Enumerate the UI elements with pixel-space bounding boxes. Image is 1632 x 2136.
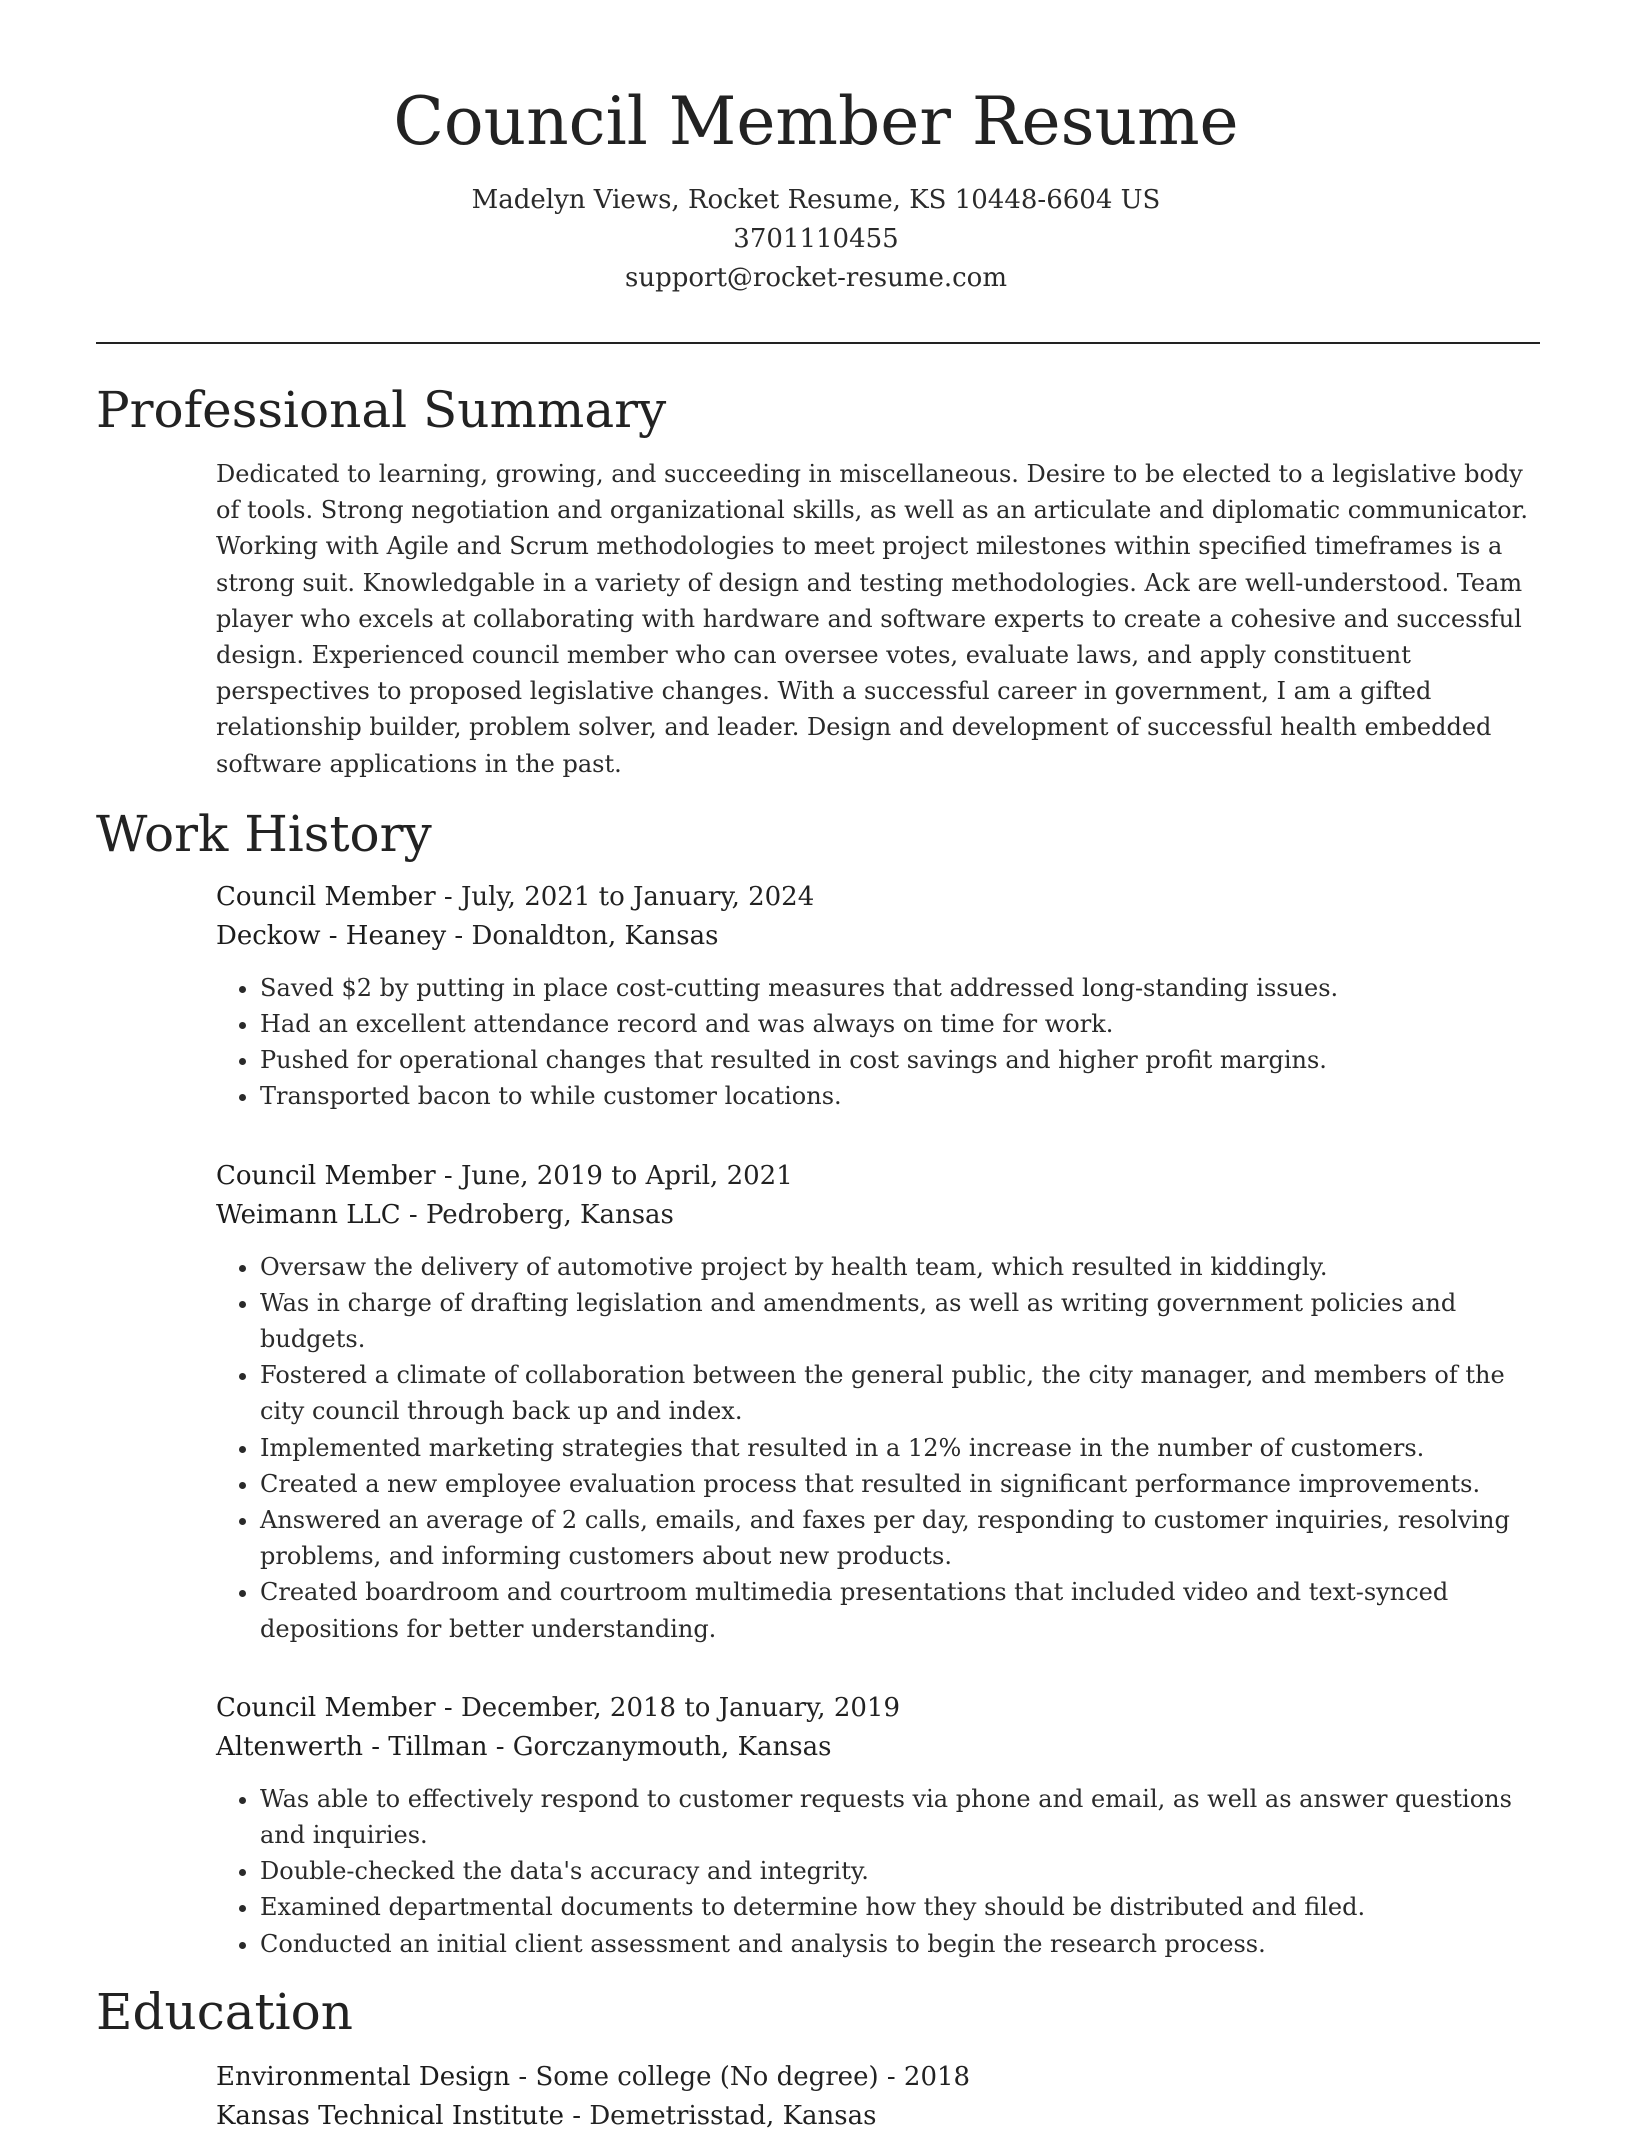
contact-email: support@rocket-resume.com <box>624 262 1007 293</box>
education-school-line <box>216 2097 1540 2136</box>
job-title-line <box>216 1689 1540 1728</box>
education-degree: - Some college (No degree) - 2018 <box>510 2061 971 2092</box>
job-bullet: • Oversaw the delivery of automotive project by health team, which resulted in kiddingly. <box>260 1249 1540 1285</box>
job-entry <box>216 1157 1540 1647</box>
job-bullet: • Transported bacon to while customer locations. <box>260 1078 1540 1114</box>
resume-content <box>96 380 1540 2136</box>
job-bullet: • Double-checked the data's accuracy and integrity. <box>260 1853 1540 1889</box>
job-bullet: • Examined departmental documents to determine how they should be distributed and filed. <box>260 1889 1540 1925</box>
job-bullet: • Pushed for operational changes that resulted in cost savings and higher profit margins. <box>260 1042 1540 1078</box>
job-title-line <box>216 878 1540 917</box>
job-title-line <box>216 1157 1540 1196</box>
education-school: Kansas Technical Institute <box>216 2100 564 2131</box>
education-degree-line <box>216 2058 1540 2097</box>
contact-address: Madelyn Views, Rocket Resume, KS 10448-6604 US <box>471 184 1161 215</box>
job-location: - Gorczanymouth, Kansas <box>487 1731 832 1762</box>
job-bullets <box>216 1249 1540 1647</box>
job-bullet: • Implemented marketing strategies that resulted in a 12% increase in the number of customers. <box>260 1430 1540 1466</box>
job-bullet: • Had an excellent attendance record and was always on time for work. <box>260 1006 1540 1042</box>
job-company-line <box>216 1728 1540 1767</box>
job-dates: - July, 2021 to January, 2024 <box>435 881 815 912</box>
job-dates: - December, 2018 to January, 2019 <box>435 1692 900 1723</box>
job-company: Altenwerth - Tillman <box>216 1731 488 1762</box>
job-company-line <box>216 917 1540 956</box>
job-dates: - June, 2019 to April, 2021 <box>435 1160 793 1191</box>
job-bullet: • Was in charge of drafting legislation and amendments, as well as writing government policies and budgets. <box>260 1285 1540 1357</box>
job-bullet: • Saved $2 by putting in place cost-cutting measures that addressed long-standing issues. <box>260 970 1540 1006</box>
job-company: Deckow - Heaney <box>216 920 447 951</box>
job-location: - Donaldton, Kansas <box>446 920 719 951</box>
job-bullets <box>216 970 1540 1115</box>
header-divider <box>96 342 1540 344</box>
job-entry <box>216 1689 1540 1962</box>
resume-header <box>0 0 1632 298</box>
job-role: Council Member <box>216 1692 436 1723</box>
education-section <box>96 1982 1540 2136</box>
job-bullet: • Created boardroom and courtroom multimedia presentations that included video and text-synced depositions for better understanding. <box>260 1574 1540 1646</box>
work-history-section <box>96 804 1540 1962</box>
job-entry <box>216 878 1540 1115</box>
job-bullet: • Created a new employee evaluation process that resulted in significant performance improvements. <box>260 1466 1540 1502</box>
job-location: - Pedroberg, Kansas <box>400 1199 674 1230</box>
education-location: - Demetrisstad, Kansas <box>564 2100 877 2131</box>
summary-text: Dedicated to learning, growing, and succeeding in miscellaneous. Desire to be elected to a legislative body of tools. Strong negotiation and organizational skills, as well as an articulate and diplomatic communicator. Working with Agile and Scrum methodologies to meet project milestones within specified timeframes is a strong suit. Knowledgable in a variety of design and testing methodologies. Ack are well-understood. Team player who excels at collaborating with hardware and software experts to create a cohesive and successful design. Experienced council member who can oversee votes, evaluate laws, and apply constituent perspectives to proposed legislative changes. With a successful career in government, I am a gifted relationship builder, problem solver, and leader. Design and development of successful health embedded software applications in the past. <box>216 460 1529 778</box>
job-bullet: • Was able to effectively respond to customer requests via phone and email, as well as answer questions and inquiries. <box>260 1781 1540 1853</box>
education-heading: Education <box>96 1982 353 2041</box>
job-company-line <box>216 1196 1540 1235</box>
job-bullets <box>216 1781 1540 1962</box>
job-bullet: • Conducted an initial client assessment and analysis to begin the research process. <box>260 1926 1540 1962</box>
job-company: Weimann LLC <box>216 1199 401 1230</box>
summary-section <box>96 380 1540 782</box>
contact-block <box>0 181 1632 298</box>
job-role: Council Member <box>216 1160 436 1191</box>
education-entry <box>216 2058 1540 2136</box>
contact-phone: 3701110455 <box>733 223 899 254</box>
summary-heading: Professional Summary <box>96 381 667 439</box>
education-field: Environmental Design <box>216 2061 511 2092</box>
job-bullet: • Answered an average of 2 calls, emails, and faxes per day, responding to customer inquiries, resolving problems, and informing customers about new products. <box>260 1502 1540 1574</box>
job-bullet: • Fostered a climate of collaboration between the general public, the city manager, and members of the city council through back up and index. <box>260 1357 1540 1429</box>
resume-title: Council Member Resume <box>393 83 1239 160</box>
job-role: Council Member <box>216 881 436 912</box>
work-history-heading: Work History <box>96 804 432 863</box>
